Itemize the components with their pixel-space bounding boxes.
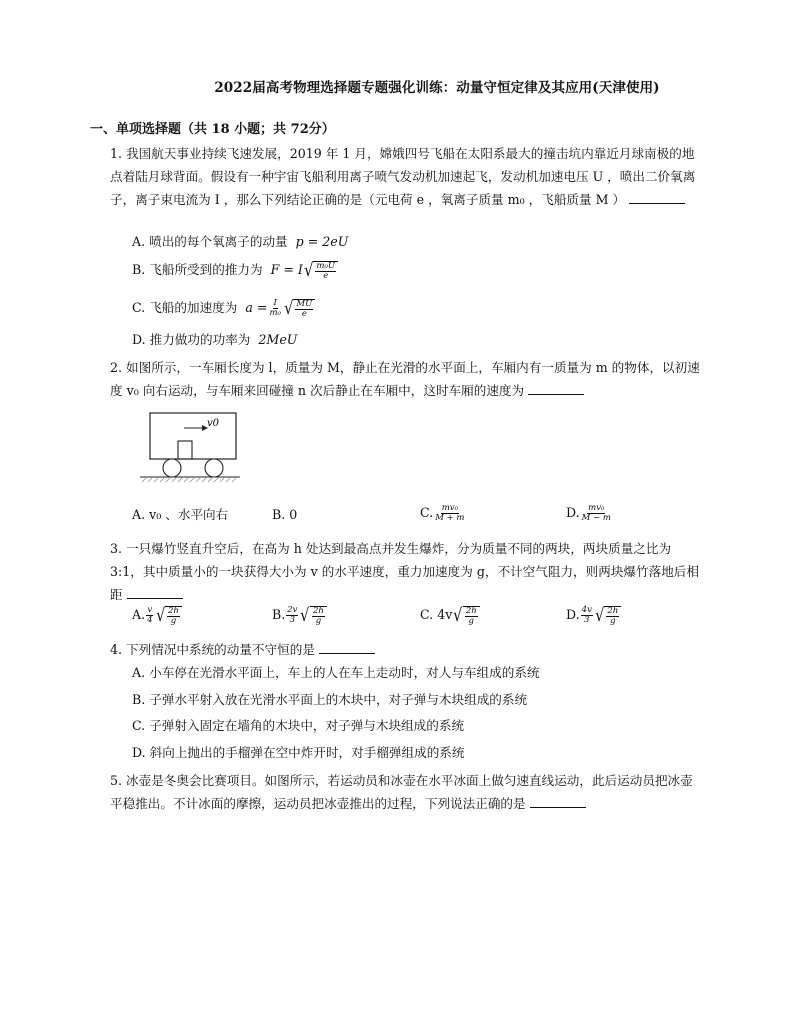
q3-option-b: B. $\frac{2v}{3}$ √ $\frac{2h}{g}$ (272, 605, 327, 626)
question-5-stem: 5. 冰壶是冬奥会比赛项目。如图所示，若运动员和冰壶在水平冰面上做匀速直线运动，此后运动员把冰壶平稳推出。不计冰面的摩擦，运动员把冰壶推出的过程，下列说法正确的是 (110, 773, 693, 811)
q2-option-d: D. $\frac{\text{mv₀}}{M - m}$ (566, 503, 611, 523)
q2-option-b: B. 0 (272, 507, 298, 522)
q1-option-a: A. 喷出的每个氧离子的动量 p = 2eU (132, 234, 349, 249)
q1-option-b: B. 飞船所受到的推力为 F = I √ $\frac{\text{m₀U}}{e}$ (132, 260, 338, 281)
question-1-stem: 1. 我国航天事业持续飞速发展，2019 年 1 月，嫦娥四号飞船在太阳系最大的撞击坑内靠近月球南极的地点着陆月球背面。假设有一种宇宙飞船利用离子喷气发动机加速起飞，发动机加速电压 U ，喷出二价氧离子，离子束电流为 I ，那么下列结论正确的是（元电荷 e ，氧离子质量 m₀ ，飞船质量 M ） (110, 146, 696, 207)
answer-blank (629, 191, 685, 204)
q4-option-d: D. 斜向上抛出的手榴弹在空中炸开时，对手榴弹组成的系统 (132, 745, 465, 760)
q2-option-a: A. v₀ 、水平向右 (132, 507, 229, 522)
section-heading: 一、单项选择题（共 18 小题；共 72分） (90, 122, 335, 137)
q3-option-c: C. 4v √ $\frac{2h}{g}$ (420, 605, 480, 626)
question-4-stem: 4. 下列情况中系统的动量不守恒的是 (110, 638, 705, 661)
q4-option-c: C. 子弹射入固定在墙角的木块中，对子弹与木块组成的系统 (132, 718, 465, 733)
wheel-right (205, 459, 223, 477)
answer-blank (319, 641, 375, 654)
question-2 (110, 356, 705, 402)
question-5 (110, 769, 705, 815)
q3-option-a: A. $\frac{v}{4}$ √ $\frac{2h}{g}$ (132, 605, 182, 626)
question-1 (110, 142, 705, 211)
q1-option-d: D. 推力做功的功率为 2MeU (132, 332, 298, 347)
q4-option-a: A. 小车停在光滑水平面上，车上的人在车上走动时，对人与车组成的系统 (132, 665, 540, 680)
answer-blank (127, 586, 183, 599)
q1-option-c: C. 飞船的加速度为 a = $\frac{I}{\text{m₀}}$ √ $\frac{MU}{e}$ (132, 298, 315, 319)
sqrt-expression: √ $\frac{\text{m₀U}}{e}$ (303, 261, 338, 281)
carriage-box (150, 413, 236, 459)
q2-option-c: C. $\frac{\text{mv₀}}{M + m}$ (420, 503, 465, 523)
block-object (178, 441, 192, 459)
answer-blank (530, 795, 586, 808)
question-3 (110, 537, 705, 606)
ground-hatching (142, 477, 237, 482)
question-3-stem: 3. 一只爆竹竖直升空后，在高为 h 处达到最高点并发生爆炸，分为质量不同的两块，两块质量之比为 3:1，其中质量小的一块获得大小为 v 的水平速度，重力加速度为 g，不计空气阻力，则两块爆竹落地后相距 (110, 541, 699, 602)
question-2-stem: 2. 如图所示，一车厢长度为 l，质量为 M，静止在光滑的水平面上，车厢内有一质量为 m 的物体，以初速度 v₀ 向右运动，与车厢来回碰撞 n 次后静止在车厢中，这时车厢的速度为 (110, 360, 700, 398)
q4-option-b: B. 子弹水平射入放在光滑水平面上的木块中，对子弹与木块组成的系统 (132, 692, 528, 707)
q3-option-d: D. $\frac{4v}{3}$ √ $\frac{2h}{g}$ (566, 605, 621, 626)
wheel-left (163, 459, 181, 477)
cart-figure (140, 408, 240, 498)
page-title: 2022届高考物理选择题专题强化训练：动量守恒定律及其应用(天津使用) (214, 80, 660, 96)
velocity-label: v0 (207, 418, 220, 429)
answer-blank (528, 382, 584, 395)
question-4 (110, 638, 705, 661)
